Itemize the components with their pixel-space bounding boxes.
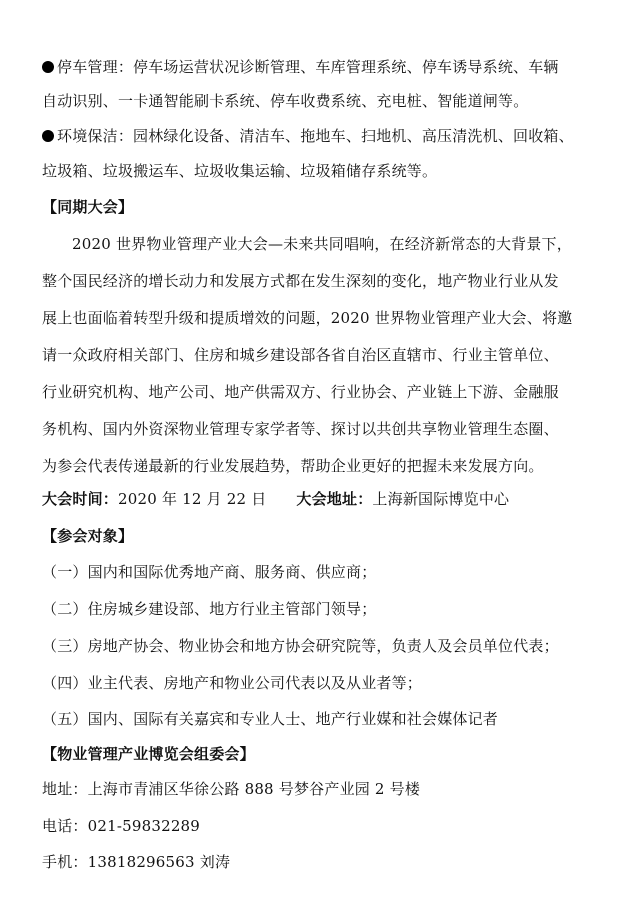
committee-heading: 【物业管理产业博览会组委会】: [42, 745, 255, 763]
environment-line-2: 垃圾箱、垃圾搬运车、垃圾收集运输、垃圾箱储存系统等。: [42, 162, 438, 180]
bullet-icon: [42, 130, 54, 142]
concurrent-para-line: 展上也面临着转型升级和提质增效的问题，2020 世界物业管理产业大会、将邀: [42, 309, 573, 327]
concurrent-para-line: 请一众政府相关部门、住房和城乡建设部各省自治区直辖市、行业主管单位、: [42, 346, 559, 364]
meeting-time-value: 2020 年 12 月 22 日: [118, 490, 267, 508]
bullet-icon: [42, 61, 54, 73]
concurrent-heading: 【同期大会】: [42, 198, 134, 216]
participants-heading: 【参会对象】: [42, 527, 134, 545]
environment-line-1: [42, 126, 602, 146]
meeting-info-line: [42, 489, 602, 509]
parking-line-1: [42, 57, 602, 77]
committee-phone: 电话：021-59832289: [42, 817, 201, 835]
environment-label: 环境保洁: [57, 127, 118, 145]
concurrent-para-line: 行业研究机构、地产公司、地产供需双方、行业协会、产业链上下游、金融服: [42, 383, 559, 401]
committee-mobile: 手机：13818296563 刘涛: [42, 853, 231, 871]
environment-text-1: ：园林绿化设备、清洁车、拖地车、扫地机、高压清洗机、回收箱、: [117, 127, 574, 145]
concurrent-para-line: 务机构、国内外资深物业管理专家学者等、探讨以共创共享物业管理生态圈、: [42, 420, 559, 438]
parking-label: 停车管理: [57, 58, 118, 76]
participant-item: （四）业主代表、房地产和物业公司代表以及从业者等；: [42, 674, 423, 692]
participant-item: （一）国内和国际优秀地产商、服务商、供应商；: [42, 563, 377, 581]
meeting-address-label: 大会地址：: [296, 490, 373, 508]
participant-item: （三）房地产协会、物业协会和地方协会研究院等，负责人及会员单位代表；: [42, 637, 559, 655]
concurrent-para-line: 为参会代表传递最新的行业发展趋势，帮助企业更好的把握未来发展方向。: [42, 457, 544, 475]
meeting-address-value: 上海新国际博览中心: [372, 490, 510, 508]
concurrent-para-line: 整个国民经济的增长动力和发展方式都在发生深刻的变化，地产物业行业从发: [42, 272, 559, 290]
meeting-time-label: 大会时间：: [42, 490, 119, 508]
participant-item: （二）住房城乡建设部、地方行业主管部门领导；: [42, 600, 377, 618]
parking-line-2: 自动识别、一卡通智能刷卡系统、停车收费系统、充电桩、智能道闸等。: [42, 92, 529, 110]
parking-text-1: ：停车场运营状况诊断管理、车库管理系统、停车诱导系统、车辆: [117, 58, 559, 76]
participant-item: （五）国内、国际有关嘉宾和专业人士、地产行业媒和社会媒体记者: [42, 710, 499, 728]
concurrent-para-line: 2020 世界物业管理产业大会—未来共同唱响，在经济新常态的大背景下，: [72, 235, 572, 253]
committee-address: 地址：上海市青浦区华徐公路 888 号梦谷产业园 2 号楼: [42, 780, 421, 798]
